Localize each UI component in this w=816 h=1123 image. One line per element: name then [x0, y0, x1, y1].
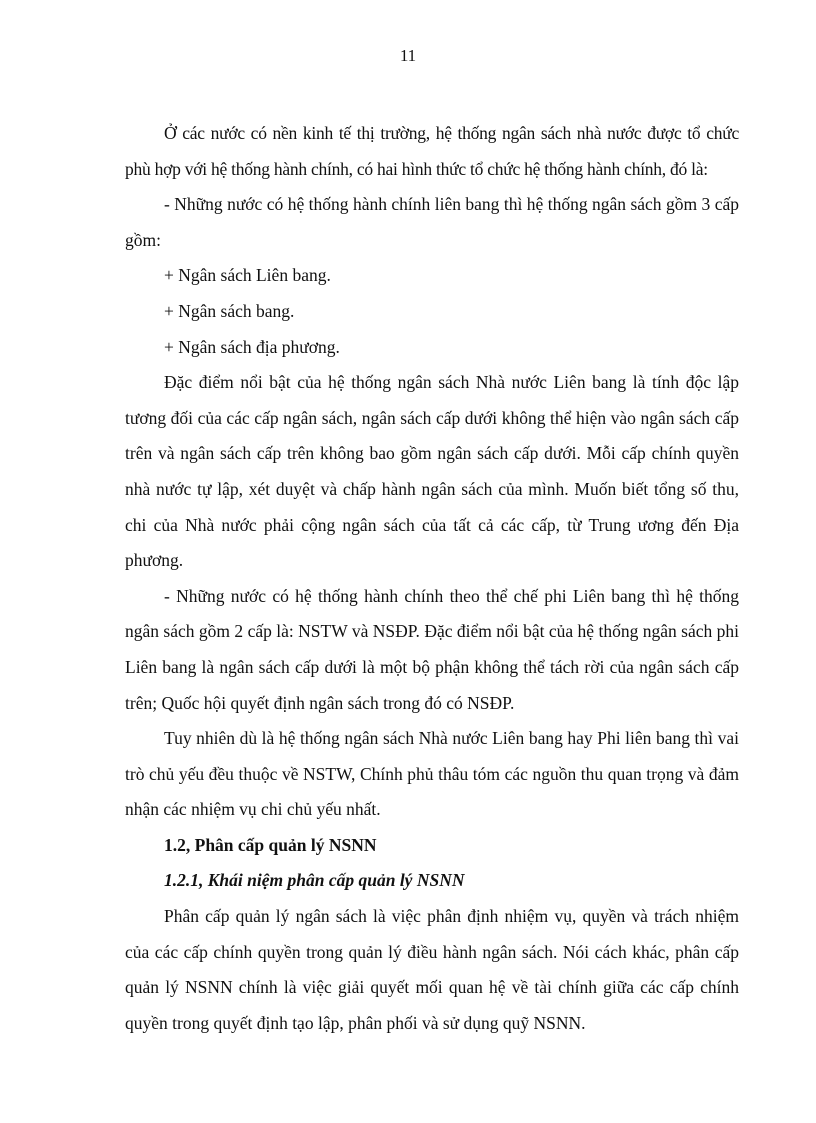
- list-item-local-budget: + Ngân sách địa phương.: [164, 336, 340, 357]
- list-item-state-budget: + Ngân sách bang.: [164, 300, 295, 321]
- paragraph-intro: Ở các nước có nền kinh tế thị trường, hệ thống ngân sách nhà nước được tổ chức phù hợp với hệ thống hành chính, có hai hình thức tổ chức hệ thống hành chính, đó là:: [125, 123, 739, 179]
- section-heading: 1.2, Phân cấp quản lý NSNN: [164, 834, 377, 855]
- paragraph-federal-characteristics: Đặc điểm nổi bật của hệ thống ngân sách Nhà nước Liên bang là tính độc lập tương đối của các cấp ngân sách, ngân sách cấp dưới không thể hiện vào ngân sách cấp trên và ngân sách cấp trên không bao gồm ngân sách cấp dưới. Mỗi cấp chính quyền nhà nước tự lập, xét duyệt và chấp hành ngân sách của mình. Muốn biết tổng số thu, chi của Nhà nước phải cộng ngân sách của tất cả các cấp, từ Trung ương đến Địa phương.: [125, 372, 739, 571]
- paragraph-federal-states: - Những nước có hệ thống hành chính liên bang thì hệ thống ngân sách gồm 3 cấp gồm:: [125, 194, 739, 250]
- paragraph-non-federal-states: - Những nước có hệ thống hành chính theo thể chế phi Liên bang thì hệ thống ngân sách gồm 2 cấp là: NSTW và NSĐP. Đặc điểm nổi bật của hệ thống ngân sách phi Liên bang là ngân sách cấp dưới là một bộ phận không thể tách rời của ngân sách cấp trên; Quốc hội quyết định ngân sách trong đó có NSĐP.: [125, 585, 739, 713]
- paragraph-central-role: Tuy nhiên dù là hệ thống ngân sách Nhà nước Liên bang hay Phi liên bang thì vai trò chủ yếu đều thuộc về NSTW, Chính phủ thâu tóm các nguồn thu quan trọng và đảm nhận các nhiệm vụ chi chủ yếu nhất.: [125, 728, 739, 820]
- list-item-federal-budget: + Ngân sách Liên bang.: [164, 265, 331, 286]
- subsection-heading: 1.2.1, Khái niệm phân cấp quản lý NSNN: [164, 870, 465, 891]
- document-body: [125, 116, 739, 1041]
- paragraph-definition: Phân cấp quản lý ngân sách là việc phân định nhiệm vụ, quyền và trách nhiệm của các cấp chính quyền trong quản lý điều hành ngân sách. Nói cách khác, phân cấp quản lý NSNN chính là việc giải quyết mối quan hệ về tài chính giữa các cấp chính quyền trong quyết định tạo lập, phân phối và sử dụng quỹ NSNN.: [125, 906, 739, 1033]
- page-number: 11: [399, 46, 417, 65]
